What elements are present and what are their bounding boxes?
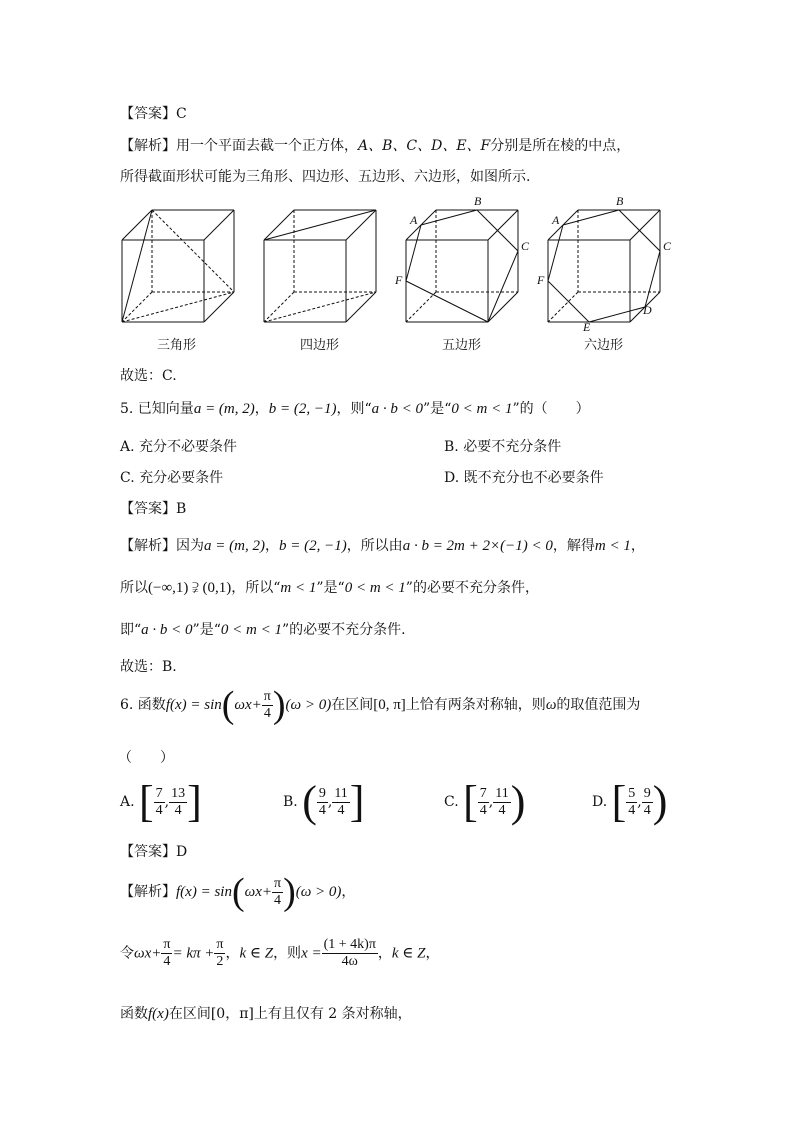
analysis-points: A、B、C、D、E、F [358, 138, 491, 154]
k-in-z: k ∈ Z [391, 945, 426, 962]
comma: , [164, 794, 170, 810]
answer-value: B [176, 501, 187, 517]
stem-text: ”是“ [423, 401, 452, 417]
label-F: F [537, 273, 545, 287]
condition-1: a · b < 0 [371, 401, 424, 417]
fraction: $\frac{11}{4}$ [334, 785, 348, 818]
fraction-pi-4: $\frac{\pi}{4}$ [263, 688, 271, 721]
vector-b: b = (2, −1) [268, 401, 337, 417]
cube-pentagon-figure [406, 210, 518, 322]
analysis-label: 【解析】 [120, 138, 176, 154]
set-relation: (−∞,1) ⫌ (0,1) [148, 580, 232, 596]
option-letter: C. [444, 794, 459, 810]
fraction-x: $\frac{(1 + 4k)\pi}{4\omega}$ [323, 937, 376, 969]
analysis-text: ”的必要不充分条件. [281, 622, 406, 638]
omega-condition: (ω > 0) [285, 697, 332, 713]
label-C: C [521, 239, 530, 253]
bracket-left: [ [611, 777, 627, 826]
bracket-left: [ [463, 777, 478, 826]
stem-text: 6. 函数 [120, 697, 166, 713]
label-C: C [663, 239, 672, 253]
answer-label: 【答案】 [120, 501, 176, 517]
analysis-line-q6-2 [120, 937, 440, 970]
answer-line-q6 [120, 841, 187, 861]
omega: ω [545, 697, 557, 713]
kpi: = kπ + [172, 945, 215, 962]
analysis-text: ，所以由 [346, 538, 403, 554]
vector-a: a = (m, 2) [193, 401, 255, 417]
analysis-text: ”是“ [316, 580, 345, 596]
cube-cross-section-figures [112, 192, 692, 332]
bracket-left: [ [139, 777, 154, 826]
question-5-stem [120, 398, 590, 418]
answer-value: C [176, 106, 187, 122]
option-letter: D. [592, 794, 608, 810]
stem-text: ，则“ [336, 401, 372, 417]
fraction: $\frac{9}{4}$ [643, 785, 651, 818]
option-C: C. 充分必要条件 [120, 470, 224, 486]
stem-text: ”的（ ） [512, 401, 590, 417]
option-B: B. 必要不充分条件 [444, 439, 562, 455]
bracket-right: ] [349, 777, 365, 826]
omega-condition: (ω > 0) [295, 884, 342, 900]
fraction: $\frac{11}{4}$ [495, 785, 509, 818]
analysis-line-q6-3 [120, 1003, 412, 1023]
fraction: $\frac{13}{4}$ [171, 785, 186, 818]
stem-text: 在区间 [331, 697, 374, 713]
analysis-label: 【解析】 [120, 538, 176, 554]
function-f: f(x) = sin [176, 884, 232, 900]
x-eq: x = [301, 945, 322, 962]
caption-quadrilateral: 四边形 [300, 338, 340, 353]
option-C [444, 777, 526, 826]
analysis-text: 因为 [176, 538, 204, 554]
question-6-stem [120, 686, 640, 724]
bracket-right: ) [652, 777, 668, 826]
analysis-text: 所以 [120, 580, 148, 596]
label-F: F [395, 273, 403, 287]
stem-text: 的取值范围为 [556, 697, 641, 713]
paren-close: ) [283, 871, 296, 913]
caption-pentagon: 五边形 [442, 338, 482, 353]
option-letter: A. [120, 794, 135, 810]
analysis-line-q4-1 [120, 135, 630, 155]
analysis-line-q6-1 [120, 873, 355, 911]
answer-line-q5 [120, 498, 186, 518]
label-B: B [474, 194, 482, 208]
analysis-text: ，所以“ [231, 580, 281, 596]
omega-x: ωx+ [234, 697, 262, 713]
comma: , [327, 794, 333, 810]
analysis-comma: ， [377, 945, 392, 962]
label-D: D [643, 303, 652, 317]
vector-b: b = (2, −1) [278, 538, 347, 554]
fraction: $\frac{9}{4}$ [318, 785, 326, 818]
bracket-left: ( [302, 777, 317, 826]
analysis-text: 分别是所在棱的中点， [490, 138, 631, 154]
analysis-text: 用一个平面去截一个正方体， [176, 138, 358, 154]
result: m < 1 [594, 538, 631, 554]
analysis-text: 函数 [120, 1006, 148, 1022]
answer-label: 【答案】 [120, 844, 176, 860]
analysis-line-q5-2 [120, 577, 539, 597]
omega-x: ωx+ [134, 945, 162, 962]
caption-triangle: 三角形 [157, 338, 197, 353]
label-E: E [583, 320, 591, 332]
fraction-pi-2: $\frac{\pi}{2}$ [216, 937, 224, 969]
condition-1: a · b < 0 [141, 622, 193, 638]
stem-text: 上恰有两条对称轴，则 [405, 697, 546, 713]
label-A: A [552, 213, 560, 227]
comma: , [637, 794, 642, 810]
dot-product-eq: a · b = 2m + 2×(−1) < 0 [402, 538, 553, 554]
caption-hexagon: 六边形 [584, 338, 624, 353]
analysis-text: ”是“ [192, 622, 221, 638]
k-in-z: k ∈ Z [239, 945, 274, 962]
conclusion-q4: 故选：C. [120, 368, 177, 384]
paren-close: ) [272, 684, 286, 726]
vector-a: a = (m, 2) [204, 538, 265, 554]
analysis-label: 【解析】 [120, 884, 176, 900]
paren-open: ( [221, 684, 235, 726]
analysis-comma: ， [225, 945, 240, 962]
condition-2: 0 < m < 1 [451, 401, 513, 417]
option-A: A. 充分不必要条件 [120, 439, 238, 455]
function-f: f(x) = sin [165, 697, 222, 713]
analysis-comma: ， [341, 884, 356, 900]
answer-value: D [176, 844, 188, 860]
fraction: $\frac{7}{4}$ [479, 785, 487, 818]
analysis-text: ， [630, 538, 645, 554]
answer-line-q4 [120, 103, 187, 123]
result: m < 1 [280, 580, 317, 596]
answer-label: 【答案】 [120, 106, 176, 122]
fraction: $\frac{7}{4}$ [155, 785, 163, 818]
analysis-text: 令 [120, 945, 134, 962]
interval: [0, π] [373, 697, 406, 713]
omega-x: ωx+ [244, 884, 272, 900]
analysis-text: ，则 [273, 945, 302, 962]
cube-triangle-figure [122, 210, 234, 322]
conclusion-q5: 故选：B. [120, 659, 177, 675]
analysis-line-q5-3 [120, 619, 406, 639]
cube-quadrilateral-figure [264, 210, 376, 322]
option-D: D. 既不充分也不必要条件 [444, 470, 604, 486]
stem-text: 5. 已知向量 [120, 401, 194, 417]
paren-open: ( [231, 871, 245, 913]
analysis-comma: ， [425, 945, 440, 962]
bracket-right: ) [510, 777, 526, 826]
analysis-text: 在区间[0，π]上有且仅有 2 条对称轴， [168, 1006, 412, 1022]
analysis-text: ，解得 [552, 538, 595, 554]
fraction-pi-4: $\frac{\pi}{4}$ [163, 937, 171, 969]
analysis-line-q5-1 [120, 535, 645, 555]
option-B [283, 777, 365, 826]
fraction: $\frac{5}{4}$ [628, 785, 636, 818]
condition-2: 0 < m < 1 [344, 580, 406, 596]
option-A [120, 777, 202, 826]
option-letter: B. [283, 794, 298, 810]
question-6-paren: （ ） [118, 750, 174, 766]
label-A: A [410, 213, 418, 227]
option-D [592, 777, 668, 826]
analysis-comma: ， [264, 538, 279, 554]
label-B: B [616, 194, 624, 208]
function-f: f(x) [148, 1006, 169, 1022]
condition-2: 0 < m < 1 [220, 622, 282, 638]
bracket-right: ] [187, 777, 202, 826]
fraction-pi-4: $\frac{\pi}{4}$ [273, 875, 282, 908]
stem-comma: ， [254, 401, 269, 417]
comma: , [488, 794, 494, 810]
analysis-line-q4-2: 所得截面形状可能为三角形、四边形、五边形、六边形，如图所示. [120, 169, 531, 185]
analysis-text: 即“ [120, 622, 142, 638]
analysis-text: ”的必要不充分条件， [405, 580, 539, 596]
